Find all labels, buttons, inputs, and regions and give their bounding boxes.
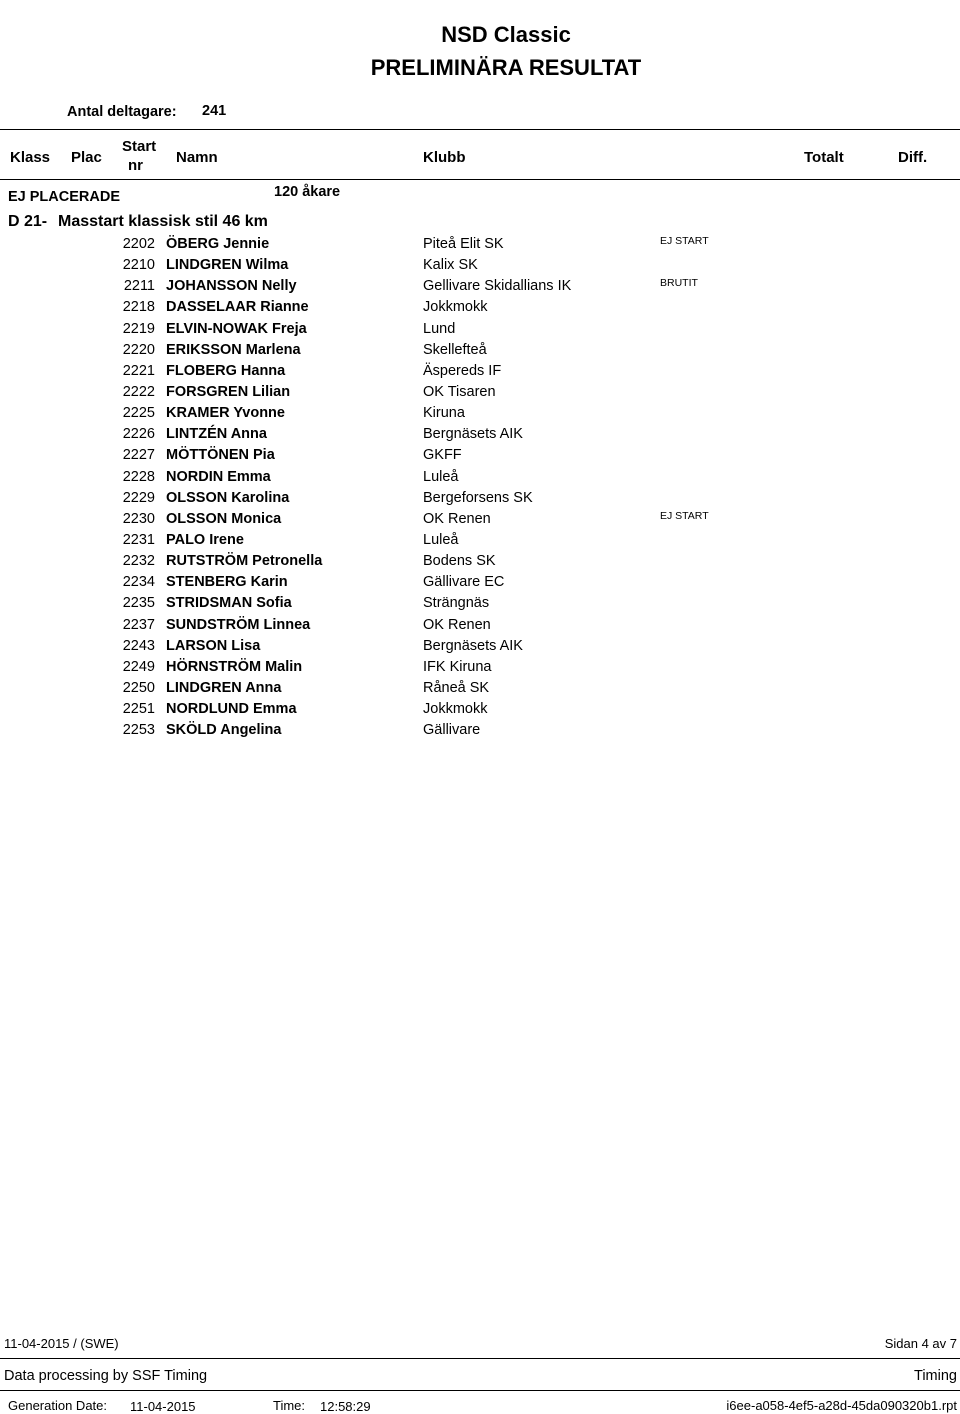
- table-row: [0, 445, 960, 466]
- athlete-name: FORSGREN Lilian: [166, 383, 291, 400]
- start-number: 2219: [122, 320, 155, 337]
- athlete-name: STRIDSMAN Sofia: [166, 595, 292, 612]
- club-name: IFK Kiruna: [423, 658, 492, 675]
- footer-generation-date: 11-04-2015: [130, 1399, 196, 1414]
- column-header-nr: nr: [128, 157, 143, 174]
- column-header-plac: Plac: [71, 149, 102, 166]
- status-label: BRUTIT: [660, 277, 698, 290]
- class-name: Masstart klassisk stil 46 km: [58, 213, 268, 230]
- athlete-name: OLSSON Monica: [166, 510, 282, 527]
- start-number: 2226: [122, 426, 155, 443]
- table-row: [0, 551, 960, 572]
- table-row: [0, 255, 960, 276]
- club-name: Äspereds IF: [423, 362, 502, 379]
- club-name: OK Renen: [423, 510, 491, 527]
- table-row: [0, 340, 960, 361]
- club-name: Kiruna: [423, 405, 465, 422]
- athlete-name: LINDGREN Anna: [166, 679, 282, 696]
- results-list: [0, 234, 960, 741]
- club-name: Bergnäsets AIK: [423, 637, 523, 654]
- table-row: [0, 424, 960, 445]
- club-name: Gällivare EC: [423, 574, 505, 591]
- header-rule-bottom: [0, 179, 960, 180]
- report-title: NSD Classic: [441, 22, 571, 47]
- start-number: 2230: [122, 510, 155, 527]
- start-number: 2210: [122, 257, 155, 274]
- status-label: EJ START: [660, 235, 709, 247]
- table-row: [0, 636, 960, 657]
- club-name: Luleå: [423, 531, 459, 548]
- athlete-name: HÖRNSTRÖM Malin: [166, 658, 303, 675]
- club-name: Lund: [423, 320, 456, 337]
- table-row: [0, 361, 960, 382]
- start-number: 2221: [122, 362, 155, 379]
- start-number: 2222: [122, 383, 155, 400]
- start-number: 2231: [122, 531, 155, 548]
- table-row: [0, 403, 960, 424]
- athlete-name: ERIKSSON Marlena: [166, 341, 301, 358]
- footer-timing-label: Timing: [914, 1368, 957, 1384]
- club-name: Jokkmokk: [423, 701, 488, 718]
- start-number: 2237: [122, 616, 155, 633]
- club-name: Bodens SK: [423, 553, 496, 570]
- report-subtitle: PRELIMINÄRA RESULTAT: [370, 55, 642, 80]
- participants-count: 241: [202, 103, 227, 119]
- table-row: [0, 530, 960, 551]
- table-row: [0, 678, 960, 699]
- athlete-name: LARSON Lisa: [166, 637, 261, 654]
- table-row: [0, 488, 960, 509]
- club-name: Bergnäsets AIK: [423, 426, 523, 443]
- start-number: 2249: [122, 658, 155, 675]
- group-label: EJ PLACERADE: [8, 189, 120, 205]
- athlete-name: RUTSTRÖM Petronella: [166, 553, 323, 570]
- column-header-klass: Klass: [10, 149, 51, 166]
- header-rule-top: [0, 129, 960, 130]
- club-name: Gellivare Skidallians IK: [423, 278, 572, 295]
- club-name: Jokkmokk: [423, 299, 488, 316]
- start-number: 2234: [122, 574, 155, 591]
- table-row: [0, 319, 960, 340]
- athlete-name: ÖBERG Jennie: [166, 236, 270, 252]
- column-header-diff: Diff.: [898, 149, 928, 166]
- column-header-totalt: Totalt: [804, 149, 844, 166]
- start-number: 2253: [122, 722, 155, 739]
- table-row: [0, 572, 960, 593]
- footer-time-value: 12:58:29: [320, 1399, 371, 1414]
- table-row: [0, 699, 960, 720]
- footer-generation-label: Generation Date:: [8, 1398, 108, 1413]
- class-code: D 21-: [8, 213, 48, 230]
- athlete-name: FLOBERG Hanna: [166, 362, 286, 379]
- club-name: OK Tisaren: [423, 383, 496, 400]
- table-row: [0, 276, 960, 297]
- table-row: [0, 467, 960, 488]
- start-number: 2228: [122, 468, 155, 485]
- athlete-name: LINTZÉN Anna: [166, 426, 267, 443]
- athlete-name: JOHANSSON Nelly: [166, 278, 297, 295]
- club-name: OK Renen: [423, 616, 491, 633]
- athlete-name: SKÖLD Angelina: [166, 722, 282, 739]
- athlete-name: PALO Irene: [166, 531, 244, 548]
- athlete-name: NORDIN Emma: [166, 468, 271, 485]
- footer-report-file: i6ee-a058-4ef5-a28d-45da090320b1.rpt: [726, 1398, 957, 1413]
- club-name: Gällivare: [423, 722, 481, 739]
- start-number: 2250: [122, 679, 155, 696]
- table-row: [0, 593, 960, 614]
- athlete-name: LINDGREN Wilma: [166, 257, 289, 274]
- table-row: [0, 297, 960, 318]
- table-row: [0, 509, 960, 530]
- participants-label: Antal deltagare:: [67, 104, 177, 120]
- athlete-name: ELVIN-NOWAK Freja: [166, 320, 307, 337]
- athlete-name: NORDLUND Emma: [166, 701, 297, 718]
- footer-page-info: Sidan 4 av 7: [884, 1336, 957, 1351]
- footer-date: 11-04-2015 / (SWE): [4, 1336, 119, 1351]
- start-number: 2251: [122, 701, 155, 718]
- athlete-name: STENBERG Karin: [166, 574, 288, 591]
- athlete-name: DASSELAAR Rianne: [166, 299, 309, 316]
- club-name: Luleå: [423, 468, 459, 485]
- club-name: Bergeforsens SK: [423, 489, 533, 506]
- club-name: Piteå Elit SK: [423, 236, 504, 252]
- column-header-start: Start: [122, 138, 157, 155]
- table-row: [0, 382, 960, 403]
- start-number: 2218: [122, 299, 155, 316]
- club-name: GKFF: [423, 447, 462, 464]
- start-number: 2220: [122, 341, 155, 358]
- athlete-name: OLSSON Karolina: [166, 489, 290, 506]
- start-number: 2225: [122, 405, 155, 422]
- club-name: Skellefteå: [423, 341, 487, 358]
- start-number: 2243: [122, 637, 155, 654]
- footer-rule: [0, 1358, 960, 1359]
- footer-data-processing: Data processing by SSF Timing: [4, 1368, 208, 1384]
- club-name: Kalix SK: [423, 257, 478, 274]
- club-name: Strängnäs: [423, 595, 490, 612]
- group-count: 120 åkare: [274, 184, 341, 200]
- column-header-namn: Namn: [176, 149, 218, 166]
- start-number: 2229: [122, 489, 155, 506]
- footer-time-label: Time:: [273, 1398, 306, 1413]
- table-row: [0, 615, 960, 636]
- table-row: [0, 720, 960, 741]
- footer-rule-2: [0, 1390, 960, 1391]
- start-number: 2227: [122, 447, 155, 464]
- athlete-name: KRAMER Yvonne: [166, 405, 285, 422]
- table-row: [0, 657, 960, 678]
- table-row: [0, 234, 960, 255]
- start-number: 2232: [122, 553, 155, 570]
- status-label: EJ START: [660, 509, 709, 522]
- start-number: 2211: [123, 278, 155, 295]
- club-name: Råneå SK: [423, 679, 490, 696]
- start-number: 2202: [122, 236, 155, 252]
- athlete-name: SUNDSTRÖM Linnea: [166, 616, 311, 633]
- column-header-klubb: Klubb: [423, 149, 466, 166]
- start-number: 2235: [122, 595, 155, 612]
- athlete-name: MÖTTÖNEN Pia: [166, 447, 275, 464]
